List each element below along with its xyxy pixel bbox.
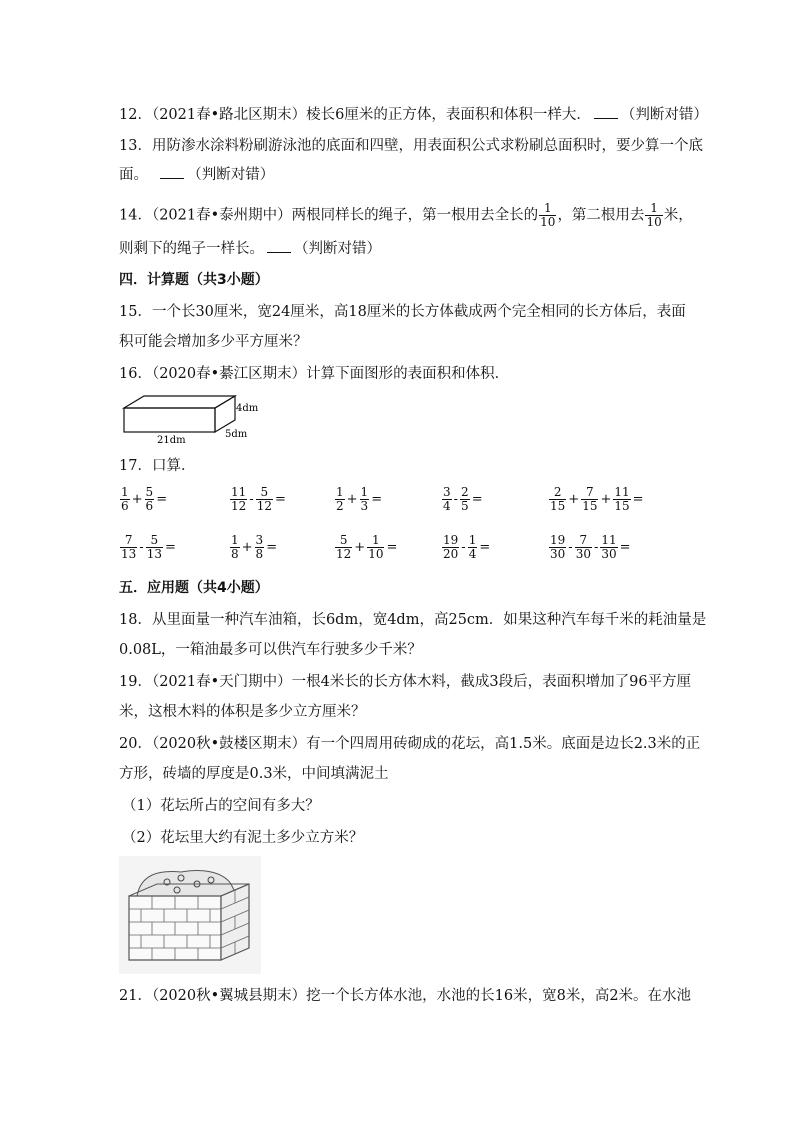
- fraction: $\frac{2}{15}$: [550, 485, 566, 513]
- math-expression: [441, 486, 484, 513]
- equals-sign: =: [274, 492, 286, 507]
- equals-sign: =: [164, 540, 176, 555]
- question-20-line2: 方形，砖墙的厚度是0.3米，中间填满泥土: [119, 766, 389, 782]
- math-expression: [334, 534, 398, 561]
- fraction: $\frac{11}{15}$: [614, 485, 630, 513]
- question-17-title: 17．口算．: [119, 458, 196, 474]
- question-18-line2: 0.08L，一箱油最多可以供汽车行驶多少千米？: [119, 642, 422, 658]
- equals-sign: =: [156, 492, 168, 507]
- question-20-line1: 20．（2020秋•鼓楼区期末）有一个四周用砖砌成的花坛，高1.5米。底面是边长2.3米的正: [119, 736, 701, 752]
- question-12: 12．（2021春•路北区期末）棱长6厘米的正方体，表面积和体积一样大． （判断对错）: [119, 104, 708, 125]
- math-expression: [441, 534, 491, 561]
- fraction: $\frac{5}{12}$: [336, 533, 352, 561]
- equals-sign: =: [479, 540, 491, 555]
- fraction: $\frac{3}{4}$: [443, 485, 451, 513]
- cuboid-figure: [119, 392, 259, 448]
- equals-sign: =: [471, 492, 483, 507]
- dim-height-label: 4dm: [236, 403, 259, 414]
- answer-blank[interactable]: [594, 104, 618, 119]
- fraction: $\frac{1}{10}$: [646, 201, 662, 229]
- fraction: $\frac{1}{10}$: [540, 201, 556, 229]
- operator: +: [241, 540, 253, 555]
- question-15-line2: 积可能会增加多少平方厘米？: [119, 334, 308, 350]
- question-20-sub2: （2）花坛里大约有泥土多少立方米？: [122, 830, 364, 846]
- fraction: $\frac{5}{12}$: [256, 485, 272, 513]
- operator: -: [461, 540, 466, 555]
- equals-sign: =: [386, 540, 398, 555]
- flower-bed-figure: [119, 856, 261, 974]
- equals-sign: =: [371, 492, 383, 507]
- math-expression: [548, 534, 632, 561]
- fraction: $\frac{1}{4}$: [468, 533, 477, 561]
- operator: +: [600, 492, 612, 507]
- fraction: $\frac{7}{15}$: [582, 485, 598, 513]
- math-expression: [548, 486, 645, 513]
- operator: +: [354, 540, 366, 555]
- operator: -: [139, 540, 144, 555]
- fraction: $\frac{1}{3}$: [360, 485, 369, 513]
- fraction: $\frac{11}{12}$: [231, 485, 247, 513]
- operator: -: [593, 540, 599, 555]
- fraction: $\frac{11}{30}$: [601, 533, 617, 561]
- math-expression: [119, 486, 168, 513]
- math-expression: [229, 534, 278, 561]
- fraction: $\frac{1}{8}$: [231, 533, 239, 561]
- operator: -: [249, 492, 254, 507]
- question-16: 16．（2020春•綦江区期末）计算下面图形的表面积和体积．: [119, 366, 510, 382]
- question-13-line1: 13．用防渗水涂料粉刷游泳池的底面和四壁，用表面积公式求粉刷总面积时，要少算一个底: [119, 138, 703, 154]
- equals-sign: =: [266, 540, 278, 555]
- fraction: $\frac{5}{13}$: [146, 533, 162, 561]
- fraction: $\frac{5}{6}$: [145, 485, 154, 513]
- operator: -: [453, 492, 459, 507]
- question-13-line2: 面。 （判断对错）: [119, 164, 274, 185]
- fraction: $\frac{7}{13}$: [121, 533, 137, 561]
- question-19-line2: 米，这根木料的体积是多少立方厘米？: [119, 704, 366, 720]
- fraction: $\frac{7}{30}$: [575, 533, 591, 561]
- operator: +: [346, 492, 358, 507]
- dim-width-label: 5dm: [225, 429, 248, 440]
- question-15-line1: 15．一个长30厘米，宽24厘米，高18厘米的长方体截成两个完全相同的长方体后，表面: [119, 304, 686, 320]
- question-14-line1: 14．（2021春•泰州期中）两根同样长的绳子，第一根用去全长的 $\frac{1}{10}$ ，第二根用去 $\frac{1}{10}$ 米，: [119, 201, 693, 229]
- equals-sign: =: [632, 492, 644, 507]
- section-4-heading: 四．计算题（共3小题）: [119, 272, 269, 288]
- fraction: $\frac{1}{6}$: [121, 485, 129, 513]
- answer-blank[interactable]: [267, 238, 291, 253]
- operator: +: [131, 492, 143, 507]
- fraction: $\frac{1}{2}$: [336, 485, 344, 513]
- math-expression: [229, 486, 287, 513]
- equals-sign: =: [619, 540, 631, 555]
- fraction: $\frac{2}{5}$: [461, 485, 469, 513]
- question-21-line1: 21．（2020秋•翼城县期末）挖一个长方体水池，水池的长16米，宽8米，高2米。在水池: [119, 988, 692, 1004]
- operator: -: [568, 540, 573, 555]
- fraction: $\frac{1}{10}$: [368, 533, 384, 561]
- question-18-line1: 18．从里面量一种汽车油箱，长6dm，宽4dm，高25cm．如果这种汽车每千米的耗油量是: [119, 612, 707, 628]
- fraction: $\frac{3}{8}$: [255, 533, 264, 561]
- math-expression: [334, 486, 383, 513]
- math-expression: [119, 534, 177, 561]
- question-19-line1: 19．（2021春•天门期中）一根4米长的长方体木料，截成3段后，表面积增加了96平方厘: [119, 674, 692, 690]
- question-14-line2: 则剩下的绳子一样长。 （判断对错）: [119, 238, 381, 259]
- operator: +: [568, 492, 580, 507]
- fraction: $\frac{19}{20}$: [443, 533, 459, 561]
- answer-blank[interactable]: [160, 164, 184, 179]
- question-20-sub1: （1）花坛所占的空间有多大？: [122, 798, 320, 814]
- dim-length-label: 21dm: [157, 435, 186, 446]
- section-5-heading: 五．应用题（共4小题）: [119, 580, 269, 596]
- fraction: $\frac{19}{30}$: [550, 533, 566, 561]
